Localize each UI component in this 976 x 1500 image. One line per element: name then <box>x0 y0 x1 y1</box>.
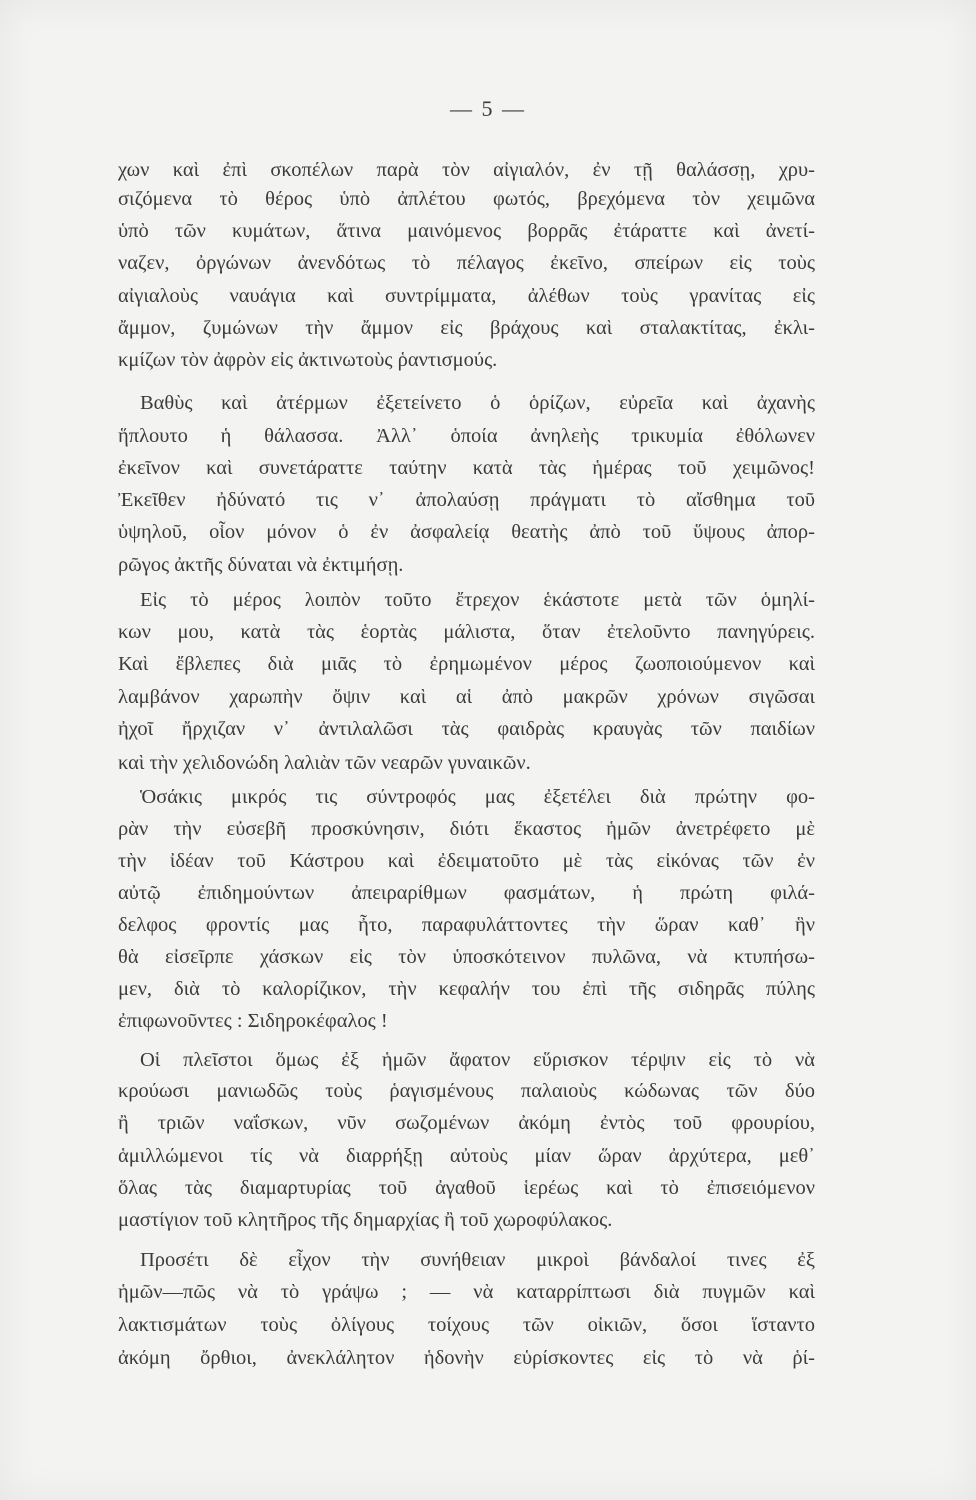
text-line: καὶ τὴν χελιδονώδη λαλιὰν τῶν νεαρῶν γυναικῶν. <box>118 752 531 774</box>
text-line: μεν, διὰ τὸ καλορίζικον, τὴν κεφαλήν του ἐπὶ τῆς σιδηρᾶς πύλης <box>118 978 815 1000</box>
text-line: αὐτῷ ἐπιδημούντων ἀπειραρίθμων φασμάτων, ἡ πρώτη φιλά- <box>118 882 815 904</box>
text-line: κων μου, κατὰ τὰς ἑορτὰς μάλιστα, ὅταν ἐτελοῦντο πανηγύρεις. <box>118 621 815 643</box>
text-line: ἠχοῖ ἤρχιζαν ν᾽ ἀντιλαλῶσι τὰς φαιδρὰς κραυγὰς τῶν παιδίων <box>118 718 815 740</box>
text-line: ἀκόμη ὄρθιοι, ἀνεκλάλητον ἡδονὴν εὑρίσκοντες εἰς τὸ νὰ ῥί- <box>118 1347 815 1369</box>
text-line: ρὰν τὴν εὐσεβῆ προσκύνησιν, διότι ἕκαστος ἡμῶν ἀνετρέφετο μὲ <box>118 818 815 840</box>
text-line: ἡμῶν—πῶς νὰ τὸ γράψω ; — νὰ καταρρίπτωσι διὰ πυγμῶν καὶ <box>118 1281 815 1303</box>
text-line: ρῶγος ἀκτῆς δύναται νὰ ἐκτιμήσῃ. <box>118 554 404 576</box>
text-line: ναζεν, ὀργώνων ἀνενδότως τὸ πέλαγος ἐκεῖνο, σπείρων εἰς τοὺς <box>118 252 815 274</box>
text-line: κρούωσι μανιωδῶς τοὺς ῥαγισμένους παλαιοὺς κώδωνας τῶν δύο <box>118 1080 815 1102</box>
text-line: σιζόμενα τὸ θέρος ὑπὸ ἀπλέτου φωτός, βρεχόμενα τὸν χειμῶνα <box>118 188 815 210</box>
text-line: θὰ εἰσεῖρπε χάσκων εἰς τὸν ὑποσκότεινον πυλῶνα, νὰ κτυπήσω- <box>118 946 815 968</box>
text-line: ὑπὸ τῶν κυμάτων, ἅτινα μαινόμενος βορρᾶς ἐτάραττε καὶ ἀνετί- <box>118 220 815 242</box>
text-line: κμίζων τὸν ἀφρὸν εἰς ἀκτινωτοὺς ῥαντισμούς. <box>118 349 498 371</box>
text-line: ἁμιλλώμενοι τίς νὰ διαρρήξῃ αὐτοὺς μίαν ὥραν ἀρχύτερα, μεθ᾽ <box>118 1145 815 1167</box>
text-line: ἢ τριῶν ναΐσκων, νῦν σωζομένων ἀκόμη ἐντὸς τοῦ φρουρίου, <box>118 1112 815 1134</box>
text-line: μαστίγιον τοῦ κλητῆρος τῆς δημαρχίας ἢ τοῦ χωροφύλακος. <box>118 1209 613 1231</box>
text-line: ἐπιφωνοῦντες : Σιδηροκέφαλος ! <box>118 1010 388 1032</box>
text-line: Βαθὺς καὶ ἀτέρμων ἐξετείνετο ὁ ὁρίζων, εὐρεῖα καὶ ἀχανὴς <box>140 392 815 414</box>
text-line: ἥπλουτο ἡ θάλασσα. Ἀλλ᾽ ὁποία ἀνηλεὴς τρικυμία ἐθόλωνεν <box>118 425 815 447</box>
text-line: δελφος φροντίς μας ἦτο, παραφυλάττοντες τὴν ὥραν καθ᾽ ἣν <box>118 914 815 936</box>
text-line: Ἐκεῖθεν ἠδύνατό τις ν᾽ ἀπολαύσῃ πράγματι τὸ αἴσθημα τοῦ <box>118 489 815 511</box>
text-line: ἐκεῖνον καὶ συνετάραττε ταύτην κατὰ τὰς ἡμέρας τοῦ χειμῶνος! <box>118 457 815 479</box>
text-line: χων καὶ ἐπὶ σκοπέλων παρὰ τὸν αἰγιαλόν, ἐν τῇ θαλάσσῃ, χρυ- <box>118 159 815 181</box>
text-line: ὅλας τὰς διαμαρτυρίας τοῦ ἀγαθοῦ ἱερέως καὶ τὸ ἐπισειόμενον <box>118 1177 815 1199</box>
text-line: ὑψηλοῦ, οἷον μόνον ὁ ἐν ἀσφαλείᾳ θεατὴς ἀπὸ τοῦ ὕψους ἀπορ- <box>118 521 815 543</box>
text-line: τὴν ἰδέαν τοῦ Κάστρου καὶ ἐδειματοῦτο μὲ τὰς εἰκόνας τῶν ἐν <box>118 850 815 872</box>
text-line: Ὁσάκις μικρός τις σύντροφός μας ἐξετέλει διὰ πρώτην φο- <box>140 786 815 808</box>
text-line: Προσέτι δὲ εἶχον τὴν συνήθειαν μικροὶ βάνδαλοί τινες ἐξ <box>140 1249 815 1271</box>
text-line: λακτισμάτων τοὺς ὀλίγους τοίχους τῶν οἰκιῶν, ὅσοι ἵσταντο <box>118 1314 815 1336</box>
text-line: λαμβάνον χαρωπὴν ὄψιν καὶ αἱ ἀπὸ μακρῶν χρόνων σιγῶσαι <box>118 686 815 708</box>
text-line: ἄμμον, ζυμώνων τὴν ἄμμον εἰς βράχους καὶ σταλακτίτας, ἐκλι- <box>118 317 815 339</box>
page-number: — 5 — <box>450 96 526 121</box>
text-line: αἰγιαλοὺς ναυάγια καὶ συντρίμματα, ἀλέθων τοὺς γρανίτας εἰς <box>118 285 815 307</box>
text-line: Καὶ ἔβλεπες διὰ μιᾶς τὸ ἐρημωμένον μέρος ζωοποιούμενον καὶ <box>118 653 815 675</box>
text-line: Εἰς τὸ μέρος λοιπὸν τοῦτο ἔτρεχον ἑκάστοτε μετὰ τῶν ὁμηλί- <box>140 589 815 611</box>
text-line: Οἱ πλεῖστοι ὅμως ἐξ ἡμῶν ἄφατον εὕρισκον τέρψιν εἰς τὸ νὰ <box>140 1049 815 1071</box>
